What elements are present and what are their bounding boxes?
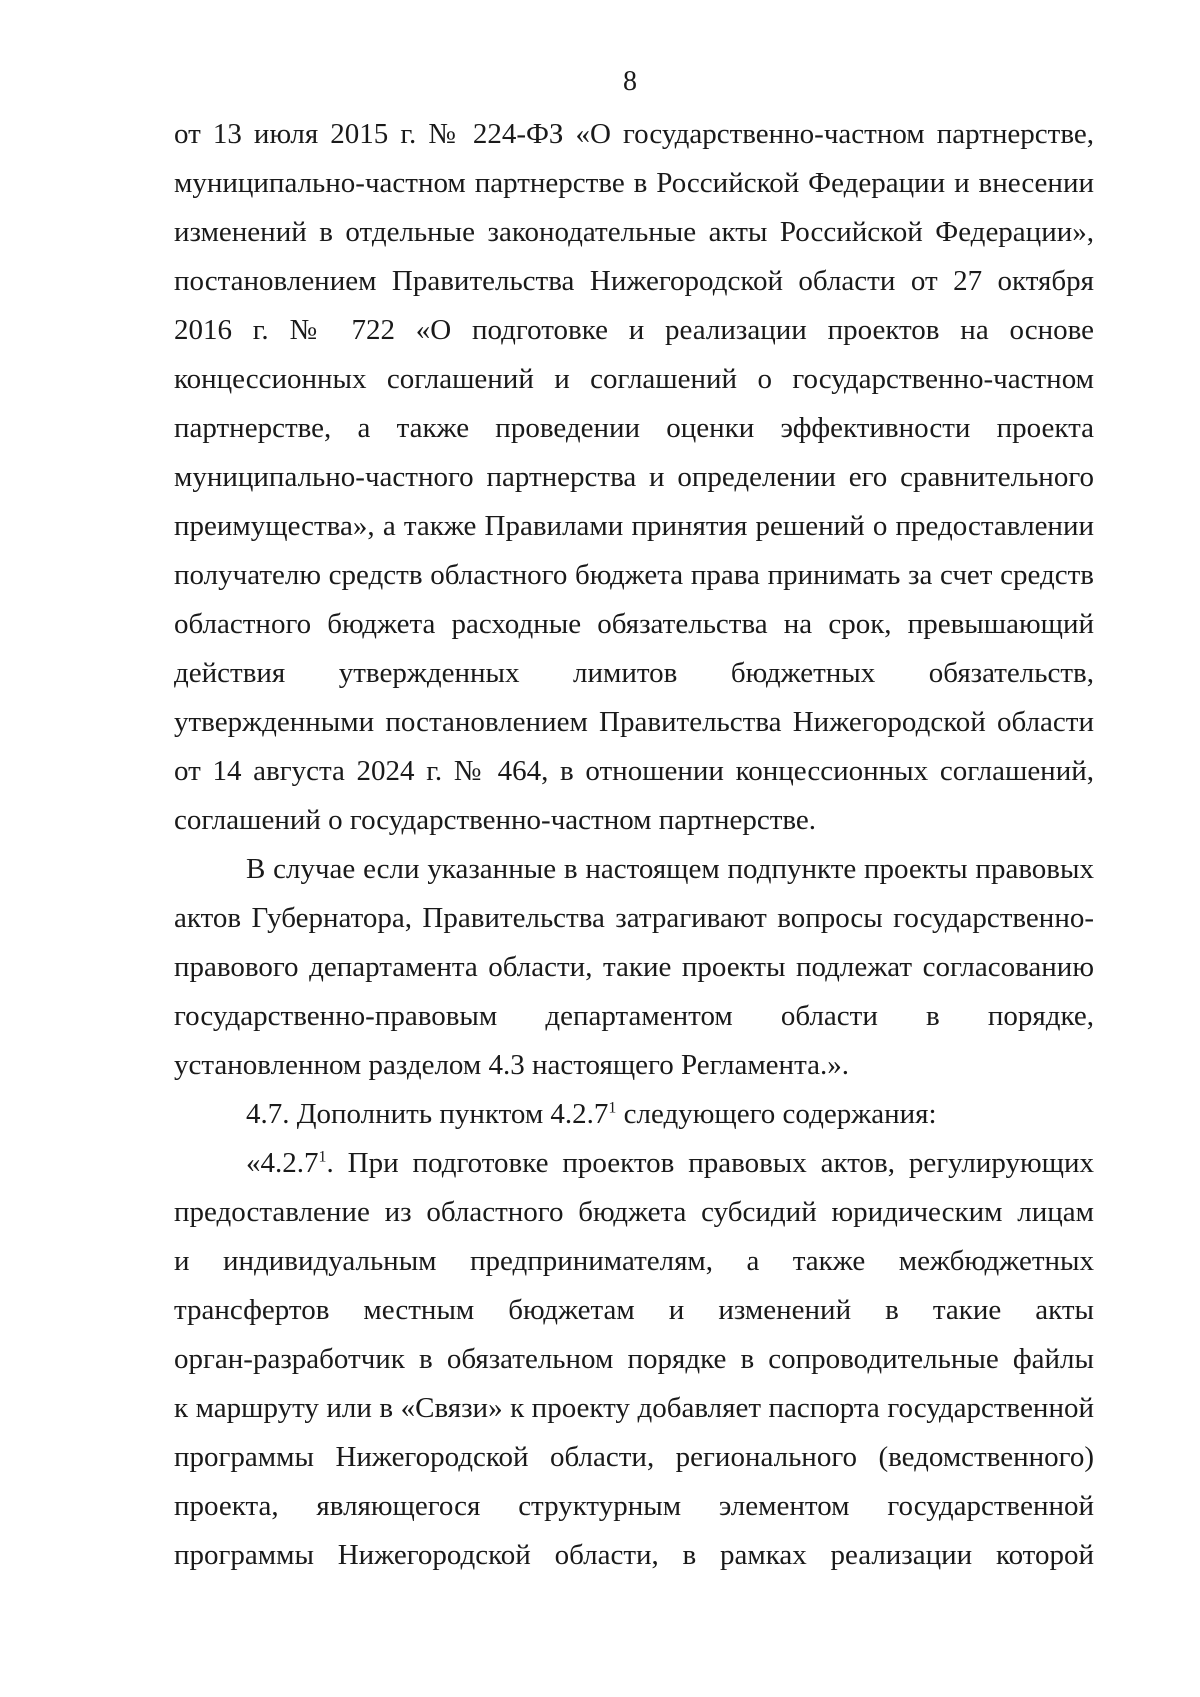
document-body bbox=[174, 110, 1094, 1580]
paragraph-item-4-7 bbox=[174, 1090, 1094, 1139]
text-line: утвержденными постановлением Правительства Нижегородской области bbox=[174, 706, 1094, 738]
paragraph-item-4-2-7-1 bbox=[174, 1139, 1094, 1580]
item-4-7-text: 4.7. Дополнить пунктом 4.2.7 bbox=[246, 1098, 609, 1130]
text-line: актов Губернатора, Правительства затрагивают вопросы государственно- bbox=[174, 902, 1094, 934]
text-line: концессионных соглашений и соглашений о государственно-частном bbox=[174, 363, 1094, 395]
item-4-2-7-1-start: «4.2.7 bbox=[246, 1147, 319, 1179]
text-line: предоставление из областного бюджета субсидий юридическим лицам bbox=[174, 1196, 1094, 1228]
text-line: соглашений о государственно-частном партнерстве. bbox=[174, 804, 817, 836]
paragraph-legal-basis bbox=[174, 110, 1094, 845]
text-line: муниципально-частном партнерстве в Российской Федерации и внесении bbox=[174, 167, 1094, 199]
text-line bbox=[174, 1139, 1094, 1188]
text-line: и индивидуальным предпринимателям, а также межбюджетных bbox=[174, 1245, 1094, 1277]
text-line: трансфертов местным бюджетам и изменений в такие акты bbox=[174, 1294, 1094, 1326]
text-line: проекта, являющегося структурным элементом государственной bbox=[174, 1490, 1094, 1522]
text-line: преимущества», а также Правилами принятия решений о предоставлении bbox=[174, 510, 1094, 542]
text-line: изменений в отдельные законодательные акты Российской Федерации», bbox=[174, 216, 1094, 248]
text-line: партнерстве, а также проведении оценки эффективности проекта bbox=[174, 412, 1094, 444]
superscript: 1 bbox=[318, 1148, 327, 1166]
superscript: 1 bbox=[608, 1099, 617, 1117]
text-line: от 14 августа 2024 г. № 464, в отношении концессионных соглашений, bbox=[174, 755, 1094, 787]
text-line: В случае если указанные в настоящем подпункте проекты правовых bbox=[246, 853, 1094, 885]
text-line: к маршруту или в «Связи» к проекту добавляет паспорта государственной bbox=[174, 1392, 1094, 1424]
text-line: областного бюджета расходные обязательства на срок, превышающий bbox=[174, 608, 1094, 640]
text-line: программы Нижегородской области, в рамках реализации которой bbox=[174, 1539, 1094, 1571]
text-line: получателю средств областного бюджета права принимать за счет средств bbox=[174, 559, 1094, 591]
text-line: установленном разделом 4.3 настоящего Регламента.». bbox=[174, 1049, 849, 1081]
paragraph-coordination bbox=[174, 845, 1094, 1090]
item-4-7-text-end: следующего содержания: bbox=[616, 1098, 937, 1130]
page-number: 8 bbox=[623, 66, 637, 97]
text-line: программы Нижегородской области, регионального (ведомственного) bbox=[174, 1441, 1094, 1473]
text-line: 2016 г. № 722 «О подготовке и реализации проектов на основе bbox=[174, 314, 1094, 346]
item-4-2-7-1-first-line: . При подготовке проектов правовых актов, регулирующих bbox=[326, 1147, 1094, 1179]
text-line bbox=[174, 1090, 1094, 1139]
text-line: муниципально-частного партнерства и определении его сравнительного bbox=[174, 461, 1094, 493]
text-line: государственно-правовым департаментом области в порядке, bbox=[174, 1000, 1094, 1032]
text-line: постановлением Правительства Нижегородской области от 27 октября bbox=[174, 265, 1094, 297]
text-line: действия утвержденных лимитов бюджетных обязательств, bbox=[174, 657, 1094, 689]
text-line: правового департамента области, такие проекты подлежат согласованию bbox=[174, 951, 1094, 983]
text-line: от 13 июля 2015 г. № 224-ФЗ «О государственно-частном партнерстве, bbox=[174, 118, 1094, 150]
text-line: орган-разработчик в обязательном порядке в сопроводительные файлы bbox=[174, 1343, 1094, 1375]
